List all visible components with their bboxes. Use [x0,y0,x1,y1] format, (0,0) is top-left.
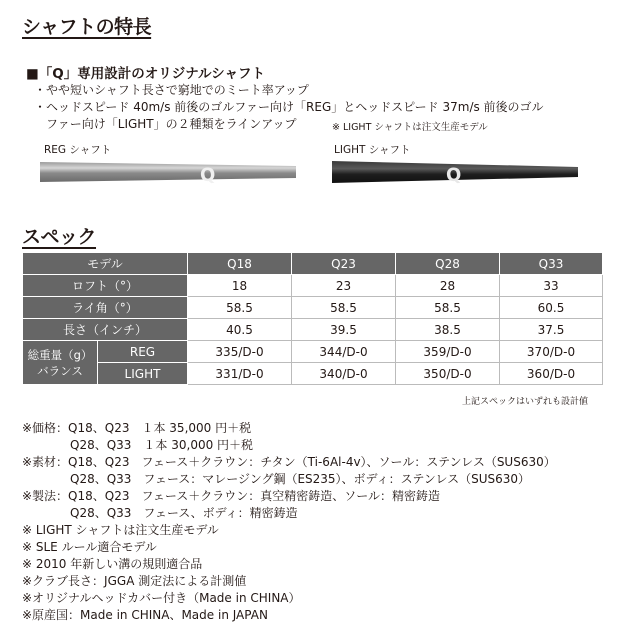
weight-label-line2: バランス [37,363,83,378]
row-label-loft: ロフト（°） [23,275,188,297]
table-cell: 58.5 [188,297,292,319]
table-cell: 58.5 [396,297,500,319]
note-material-1: ※素材：Q18、Q23 フェース＋クラウン：チタン（Ti-6Al-4v）、ソール：ステンレス（SUS630） [22,455,556,469]
table-row [23,319,603,341]
note-sle-rule: ※ SLE ルール適合モデル [22,540,157,554]
reg-shaft-image [38,156,298,188]
spec-design-note: 上記スペックはいずれも設計値 [462,397,589,407]
row-label-weight [23,341,98,385]
shaft-section-heading: ■「Q」専用設計のオリジナルシャフト [26,66,265,82]
header-q33: Q33 [500,253,603,275]
note-origin: ※原産国：Made in CHINA、Made in JAPAN [22,608,268,622]
shaft-bullet-1: ・やや短いシャフト長さで窮地でのミート率アップ [34,83,309,97]
note-price-1: ※価格：Q18、Q23 １本 35,000 円＋税 [22,421,252,435]
note-material-2: Q28、Q33 フェース：マレージング鋼（ES235）、ボディ：ステンレス（SUS630） [22,472,531,486]
table-cell: 23 [292,275,396,297]
note-price-2: Q28、Q33 １本 30,000 円＋税 [22,438,254,452]
note-method-1: ※製法：Q18、Q23 フェース＋クラウン：真空精密鋳造、ソール：精密鋳造 [22,489,441,503]
spec-table [22,252,603,385]
row-label-light: LIGHT [98,363,188,385]
reg-shaft-logo: Q [199,164,217,187]
table-row [23,341,603,363]
note-groove-rule: ※ 2010 年新しい溝の規則適合品 [22,557,203,571]
note-club-length: ※クラブ長さ：JGGA 測定法による計測値 [22,574,247,588]
light-shaft-label: LIGHT シャフト [334,144,411,156]
light-shaft-image [330,156,580,188]
table-cell: 335/D-0 [188,341,292,363]
table-cell: 39.5 [292,319,396,341]
table-cell: 360/D-0 [500,363,603,385]
shaft-bullet-2: ・ヘッドスピード 40m/s 前後のゴルファー向け「REG」とヘッドスピード 37m/s 前後のゴル [34,100,544,114]
reg-shaft-label: REG シャフト [44,144,112,156]
note-light-order: ※ LIGHT シャフトは注文生産モデル [22,523,219,537]
spec-title: スペック [22,226,97,248]
table-cell: 40.5 [188,319,292,341]
table-cell: 359/D-0 [396,341,500,363]
table-cell: 344/D-0 [292,341,396,363]
table-cell: 37.5 [500,319,603,341]
table-cell: 60.5 [500,297,603,319]
table-row [23,275,603,297]
table-cell: 33 [500,275,603,297]
light-order-note: ※ LIGHT シャフトは注文生産モデル [332,122,488,133]
table-cell: 370/D-0 [500,341,603,363]
weight-label-line1: 総重量（g） [27,347,93,362]
table-row [23,297,603,319]
page-title: シャフトの特長 [22,16,152,38]
header-q23: Q23 [292,253,396,275]
table-cell: 58.5 [292,297,396,319]
table-cell: 38.5 [396,319,500,341]
note-headcover: ※オリジナルヘッドカバー付き（Made in CHINA） [22,591,301,605]
header-model: モデル [23,253,188,275]
table-cell: 350/D-0 [396,363,500,385]
table-cell: 18 [188,275,292,297]
row-label-reg: REG [98,341,188,363]
shaft-bullet-3: ファー向け「LIGHT」の２種類をラインアップ [46,117,297,131]
table-cell: 28 [396,275,500,297]
table-cell: 331/D-0 [188,363,292,385]
note-method-2: Q28、Q33 フェース、ボディ：精密鋳造 [22,506,298,520]
header-q28: Q28 [396,253,500,275]
row-label-lie: ライ角（°） [23,297,188,319]
light-shaft-logo: Q [445,164,463,187]
table-cell: 340/D-0 [292,363,396,385]
spec-header-row [23,253,603,275]
table-row [23,363,603,385]
header-q18: Q18 [188,253,292,275]
row-label-length: 長さ（インチ） [23,319,188,341]
